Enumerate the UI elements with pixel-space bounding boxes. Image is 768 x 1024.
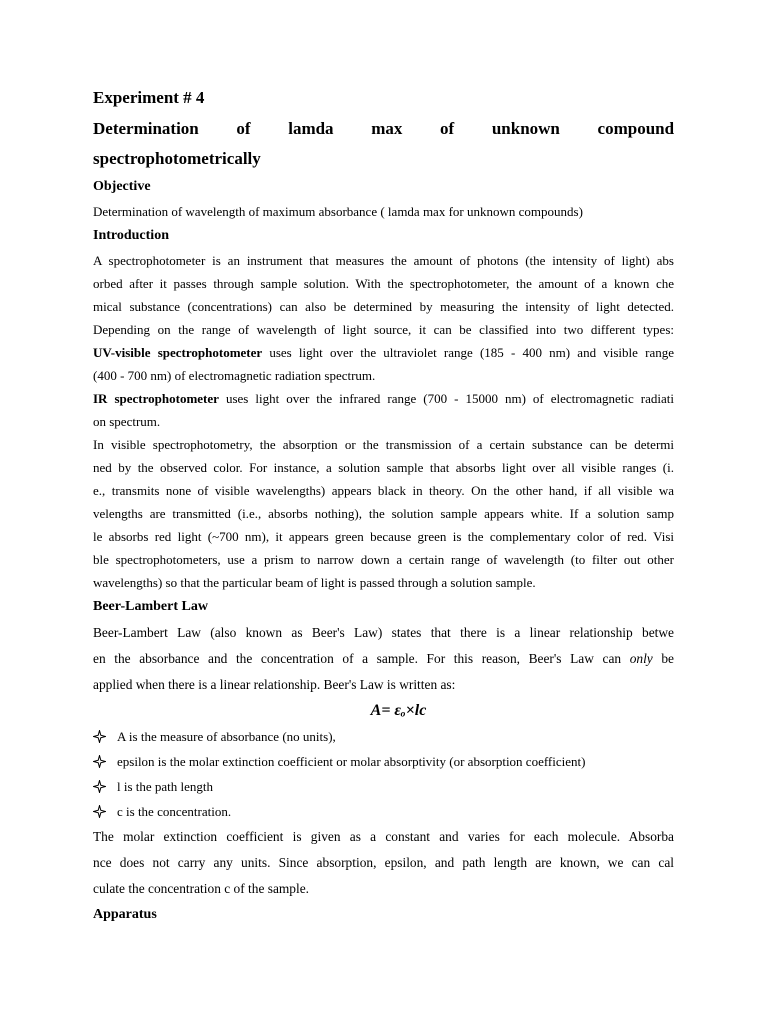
title-word: unknown	[491, 119, 560, 138]
apparatus-heading: Apparatus	[93, 907, 157, 922]
list-item	[93, 774, 674, 799]
paragraph-line: Beer-Lambert Law (also known as Beer's Law) states that there is a linear relationship betwe	[93, 625, 674, 640]
list-item	[93, 799, 674, 824]
uv-line-2: (400 - 700 nm) of electromagnetic radiation spectrum.	[93, 368, 376, 383]
list-item-text: A is the measure of absorbance (no units),	[117, 729, 336, 744]
title-word: of	[440, 119, 455, 138]
ir-line	[93, 387, 674, 410]
title-word: lamda	[288, 119, 334, 138]
line-part: en the absorbance and the concentration of a sample. For this reason, Beer's Law can	[93, 651, 630, 666]
title-line-1	[93, 114, 674, 144]
list-item	[93, 749, 674, 774]
paragraph-line: applied when there is a linear relationship. Beer's Law is written as:	[93, 677, 456, 692]
paragraph-line: wavelengths) so that the particular beam of light is passed through a solution sample.	[93, 575, 536, 590]
uv-line	[93, 341, 674, 364]
paragraph-line: The molar extinction coefficient is given as a constant and varies for each molecule. Absorba	[93, 829, 674, 844]
list-item-text: c is the concentration.	[117, 804, 232, 819]
star-bullet-icon	[93, 799, 117, 824]
paragraph-line: ned by the observed color. For instance, a solution sample that absorbs light over all visible ranges (i.	[93, 460, 674, 475]
paragraph-line	[93, 646, 674, 672]
title-word: compound	[597, 119, 675, 138]
title-word: of	[236, 119, 251, 138]
title-word: Determination	[93, 119, 199, 138]
paragraph-line: culate the concentration c of the sample.	[93, 881, 310, 896]
list-item-text: l is the path length	[117, 779, 214, 794]
objective-heading: Objective	[93, 179, 151, 194]
star-bullet-icon	[93, 724, 117, 749]
list-item	[93, 724, 674, 749]
paragraph-line: mical substance (concentrations) can also be determined by measuring the intensity of light detected.	[93, 299, 674, 314]
title-line-2: spectrophotometrically	[93, 149, 261, 168]
experiment-heading: Experiment # 4	[93, 88, 205, 107]
ir-text: uses light over the infrared range (700 - 15000 nm) of electromagnetic radiati	[218, 391, 674, 406]
paragraph-line: e., transmits none of visible wavelengths) appears black in theory. On the other hand, if all visible wa	[93, 483, 674, 498]
paragraph-line: orbed after it passes through sample solution. With the spectrophotometer, the amount of a known che	[93, 276, 674, 291]
beer-lambert-heading: Beer-Lambert Law	[93, 599, 208, 614]
star-bullet-icon	[93, 749, 117, 774]
paragraph-line: ble spectrophotometers, use a prism to narrow down a certain range of wavelength (to filter out other	[93, 552, 674, 567]
paragraph-line: velengths are transmitted (i.e., absorbs nothing), the solution sample appears white. If a solution samp	[93, 506, 674, 521]
uv-label: UV-visible spectrophotometer	[93, 345, 263, 360]
paragraph-line: le absorbs red light (~700 nm), it appears green because green is the complementary color of red. Visi	[93, 529, 674, 544]
beer-law-formula: A= ɛₒ×lc	[370, 702, 427, 719]
list-item-text: epsilon is the molar extinction coefficient or molar absorptivity (or absorption coefficient)	[117, 754, 586, 769]
document-page	[93, 86, 674, 928]
paragraph-line: Depending on the range of wavelength of light source, it can be classified into two different types:	[93, 322, 674, 337]
uv-text: uses light over the ultraviolet range (185 - 400 nm) and visible range	[262, 345, 674, 360]
star-bullet-icon	[93, 774, 117, 799]
paragraph-line: A spectrophotometer is an instrument that measures the amount of photons (the intensity of light) abs	[93, 253, 674, 268]
beer-paragraph	[93, 620, 674, 698]
emphasis-only: only	[629, 651, 653, 666]
paragraph-line: nce does not carry any units. Since absorption, epsilon, and path length are known, we can cal	[93, 855, 674, 870]
ir-line-2: on spectrum.	[93, 414, 161, 429]
paragraph-line: In visible spectrophotometry, the absorption or the transmission of a certain substance can be determi	[93, 437, 674, 452]
introduction-heading: Introduction	[93, 228, 169, 243]
objective-text: Determination of wavelength of maximum absorbance ( lamda max for unknown compounds)	[93, 204, 583, 219]
closing-paragraph	[93, 824, 674, 902]
line-part: be	[652, 651, 674, 666]
ir-label: IR spectrophotometer	[93, 391, 219, 406]
title-word: max	[371, 119, 403, 138]
